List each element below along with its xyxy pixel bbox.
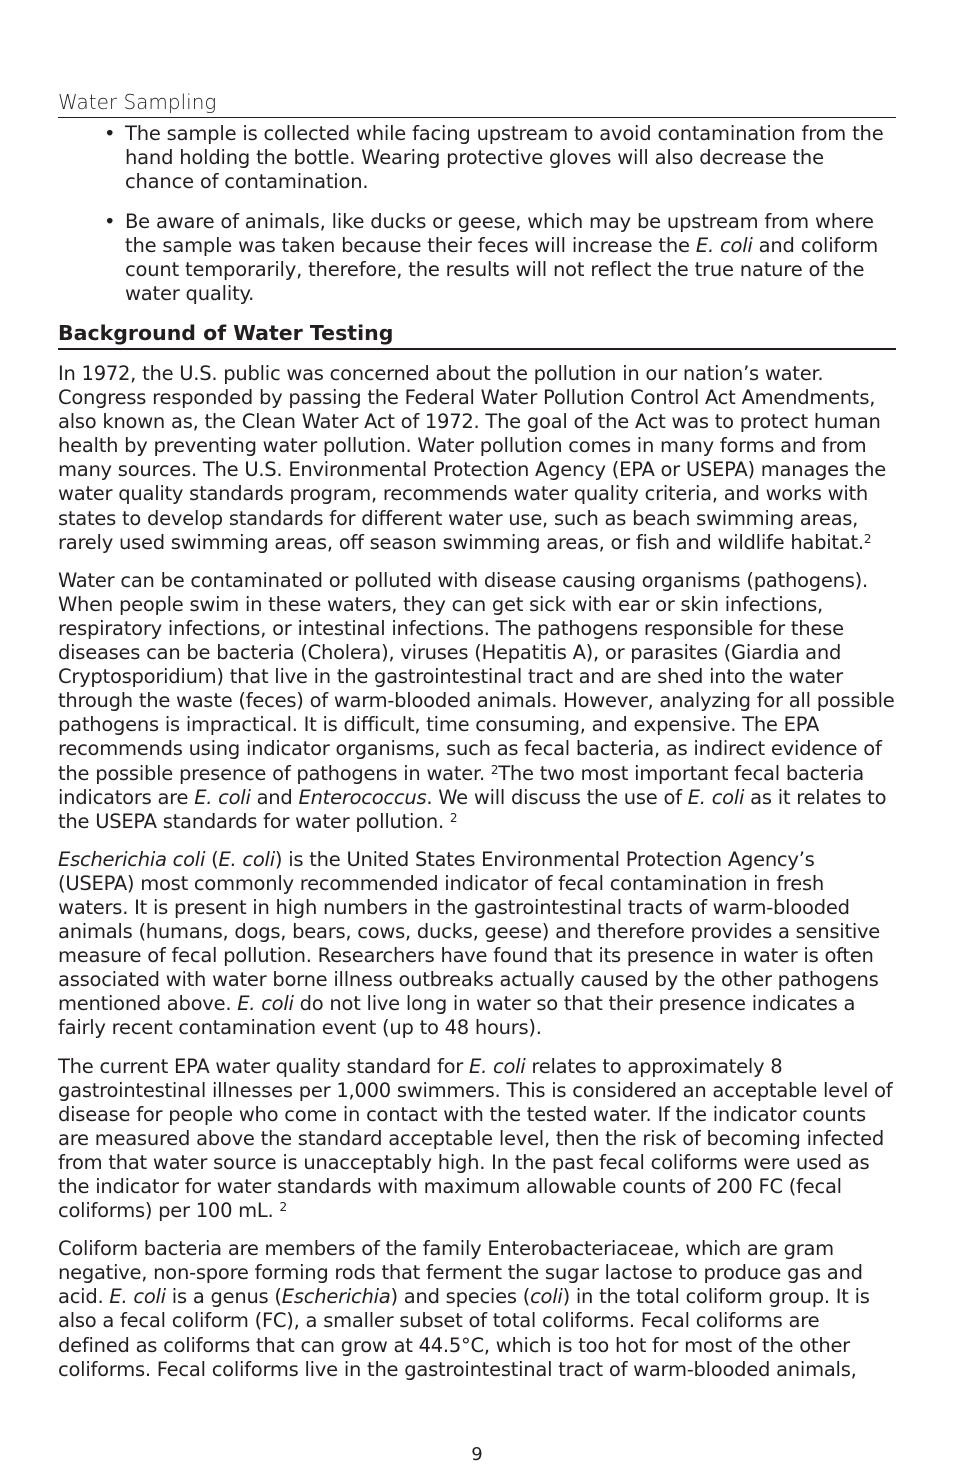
running-head: Water Sampling xyxy=(58,88,896,118)
paragraph-text: and xyxy=(250,785,299,809)
paragraph-pathogens xyxy=(58,569,896,834)
italic-term: E. coli xyxy=(109,1285,166,1309)
paragraph-text: Coliform bacteria are members of the family Enterobacteriaceae, which are gram negative, non-spore forming rods that ferment the sugar lactose to produce gas and acid. xyxy=(58,1237,863,1309)
italic-term: E. coli xyxy=(218,847,275,871)
bullet-text: Be aware of animals, like ducks or geese, which may be upstream from where the sample was taken because their feces will increase the xyxy=(125,210,874,257)
paragraph-text: ) in the total coliform group. It is also a fecal coliform (FC), a smaller subset of total coliforms. Fecal coliforms are defined as coliforms that can grow at 44.5°C, which is too hot for most of the other coliforms. Fecal coliforms live in the gastrointestinal tract of warm-blooded animals, xyxy=(58,1285,870,1381)
italic-term: Enterococcus xyxy=(298,785,427,809)
italic-term: E. coli xyxy=(237,992,294,1016)
paragraph-clean-water-act xyxy=(58,362,896,555)
bullet-text: and coliform count temporarily, therefore, the results will not reflect the true nature of the water quality. xyxy=(125,234,879,305)
italic-term: E. coli xyxy=(687,785,745,809)
paragraph-text: relates to approximately 8 gastrointestinal illnesses per 1,000 swimmers. This is considered an acceptable level of disease for people who come in contact with the tested water. If the indicator counts are measured above the standard acceptable level, then the risk of becoming infected from that water source is unacceptably high. In the past fecal coliforms were used as the indicator for water standards with maximum allowable counts of 200 FC (fecal coliforms) per 100 mL. xyxy=(58,1054,893,1223)
paragraph-text: ( xyxy=(205,847,219,871)
paragraph-text: do not live long in water so that their presence indicates a fairly recent contamination event (up to 48 hours). xyxy=(58,992,856,1040)
footnote-ref: 2 xyxy=(863,531,872,546)
paragraph-e-coli xyxy=(58,848,896,1041)
paragraph-coliform xyxy=(58,1237,896,1382)
italic-term: E. coli xyxy=(695,234,753,257)
footnote-ref: 2 xyxy=(279,1200,287,1215)
paragraph-epa-standard xyxy=(58,1055,896,1224)
bullet-list xyxy=(58,122,896,306)
italic-term: Escherichia coli xyxy=(58,847,206,871)
paragraph-text: ) and species ( xyxy=(390,1285,531,1309)
paragraph-text: In 1972, the U.S. public was concerned about the pollution in our nation’s water. Congress responded by passing the Federal Water Pollution Control Act Amendments, also known as, the Clean Water Act of 1972. The goal of the Act was to protect human health by preventing water pollution. Water pollution comes in many forms and from many sources. The U.S. Environmental Protection Agency (EPA or USEPA) manages the water quality standards program, recommends water quality criteria, and works with states to develop standards for different water use, such as beach swimming areas, rarely used swimming areas, off season swimming areas, or fish and wildlife habitat. xyxy=(58,362,887,554)
paragraph-text: ) is the United States Environmental Protection Agency’s (USEPA) most commonly recommended indicator of fecal contamination in fresh waters. It is present in high numbers in the gastrointestinal tracts of warm-blooded animals (humans, dogs, bears, cows, ducks, geese) and therefore provides a sensitive measure of fecal pollution. Researchers have found that its presence in water is often associated with water borne illness outbreaks actually caused by the other pathogens mentioned above. xyxy=(58,847,881,1016)
footnote-ref: 2 xyxy=(490,762,499,777)
footnote-ref: 2 xyxy=(449,810,458,825)
list-item: • The sample is collected while facing upstream to avoid contamination from the hand holding the bottle. Wearing protective gloves will also decrease the chance of contamination. xyxy=(104,122,896,194)
italic-term: coli xyxy=(530,1285,563,1309)
section-heading: Background of Water Testing xyxy=(58,319,896,350)
italic-term: Escherichia xyxy=(281,1285,391,1309)
italic-term: E. coli xyxy=(194,785,251,809)
paragraph-text: Water can be contaminated or polluted with disease causing organisms (pathogens). When people swim in these waters, they can get sick with ear or skin infections, respiratory infections, or intestinal infections. The pathogens responsible for these diseases can be bacteria (Cholera), viruses (Hepatitis A), or parasites (Giardia and Cryptosporidium) that live in the gastrointestinal tract and are shed into the water through the waste (feces) of warm-blooded animals. However, analyzing for all possible pathogens is impractical. It is difficult, time consuming, and expensive. The EPA recommends using indicator organisms, such as fecal bacteria, as indirect evidence of the possible presence of pathogens in water. xyxy=(58,568,895,785)
paragraph-text: . We will discuss the use of xyxy=(426,785,688,809)
paragraph-text: The current EPA water quality standard for xyxy=(58,1054,469,1078)
page-content xyxy=(58,88,896,1382)
italic-term: E. coli xyxy=(469,1054,526,1078)
list-item xyxy=(104,210,896,306)
page-number: 9 xyxy=(471,1444,483,1465)
paragraph-text: The two most important fecal bacteria indicators are xyxy=(58,761,864,809)
paragraph-text: as it relates to the USEPA standards for water pollution. xyxy=(58,785,887,833)
paragraph-text: is a genus ( xyxy=(165,1285,282,1309)
